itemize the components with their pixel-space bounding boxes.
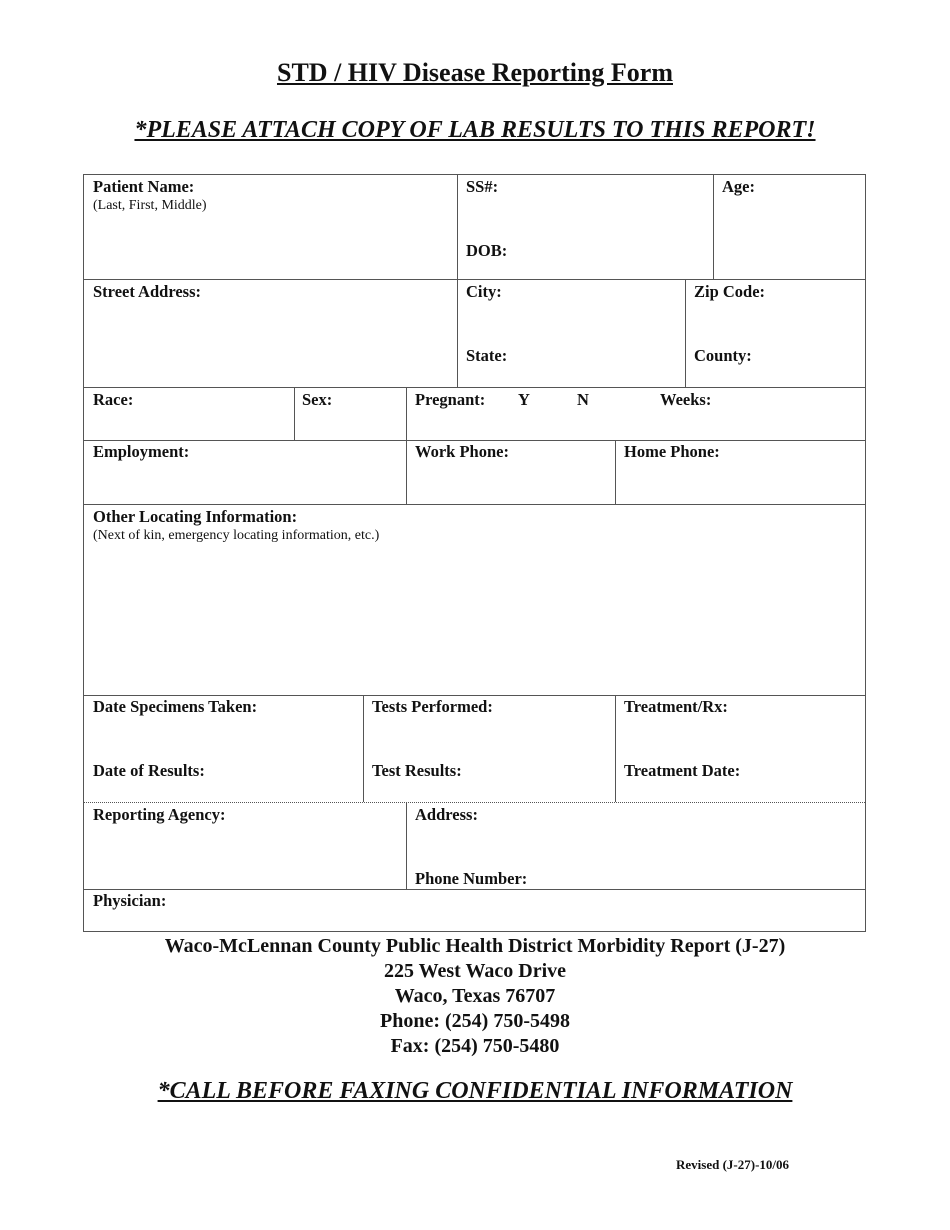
physician-label: Physician: (93, 891, 167, 910)
row-divider (84, 279, 865, 280)
dob-label: DOB: (466, 241, 508, 260)
street-address-label: Street Address: (93, 282, 202, 301)
call-before-faxing-notice: *CALL BEFORE FAXING CONFIDENTIAL INFORMATION (157, 1078, 793, 1104)
age-label: Age: (722, 177, 755, 196)
row-divider (84, 440, 865, 441)
row-divider (84, 802, 865, 803)
district-phone: Phone: (254) 750-5498 (380, 1010, 570, 1032)
weeks-label: Weeks: (660, 390, 712, 409)
col-divider (457, 175, 458, 279)
phone-number-label: Phone Number: (415, 869, 528, 888)
date-results-label: Date of Results: (93, 761, 205, 780)
test-results-label: Test Results: (372, 761, 462, 780)
district-fax: Fax: (254) 750-5480 (390, 1035, 560, 1057)
patient-name-label: Patient Name: (93, 177, 195, 196)
treatment-label: Treatment/Rx: (624, 697, 728, 716)
col-divider (685, 279, 686, 387)
pregnant-no-option: N (577, 390, 589, 409)
col-divider (406, 440, 407, 504)
col-divider (406, 802, 407, 889)
pregnant-label: Pregnant: (415, 390, 486, 409)
reporting-agency-label: Reporting Agency: (93, 805, 226, 824)
city-label: City: (466, 282, 502, 301)
patient-name-hint: (Last, First, Middle) (93, 198, 207, 213)
col-divider (713, 175, 714, 279)
address-label: Address: (415, 805, 478, 824)
state-label: State: (466, 346, 508, 365)
treatment-date-label: Treatment Date: (624, 761, 741, 780)
ss-label: SS#: (466, 177, 499, 196)
col-divider (406, 387, 407, 440)
revision-note: Revised (J-27)-10/06 (676, 1157, 790, 1172)
race-label: Race: (93, 390, 134, 409)
row-divider (84, 504, 865, 505)
form-title: STD / HIV Disease Reporting Form (276, 58, 673, 87)
reporting-form-table (83, 174, 866, 932)
home-phone-label: Home Phone: (624, 442, 720, 461)
district-street: 225 West Waco Drive (383, 960, 567, 982)
county-label: County: (694, 346, 752, 365)
col-divider (457, 279, 458, 387)
zip-code-label: Zip Code: (694, 282, 766, 301)
other-locating-hint: (Next of kin, emergency locating information, etc.) (93, 528, 380, 543)
health-district-info (0, 934, 950, 1059)
district-city: Waco, Texas 76707 (394, 985, 556, 1007)
date-specimens-label: Date Specimens Taken: (93, 697, 258, 716)
row-divider (84, 889, 865, 890)
district-name: Waco-McLennan County Public Health District Morbidity Report (J-27) (164, 935, 786, 957)
pregnant-yes-option: Y (518, 390, 530, 409)
tests-performed-label: Tests Performed: (372, 697, 493, 716)
employment-label: Employment: (93, 442, 190, 461)
row-divider (84, 695, 865, 696)
sex-label: Sex: (302, 390, 333, 409)
other-locating-label: Other Locating Information: (93, 507, 298, 526)
col-divider (294, 387, 295, 440)
lab-results-notice: *PLEASE ATTACH COPY OF LAB RESULTS TO THIS REPORT! (134, 117, 816, 143)
col-divider (615, 440, 616, 504)
col-divider (615, 695, 616, 802)
col-divider (363, 695, 364, 802)
row-divider (84, 387, 865, 388)
work-phone-label: Work Phone: (415, 442, 509, 461)
